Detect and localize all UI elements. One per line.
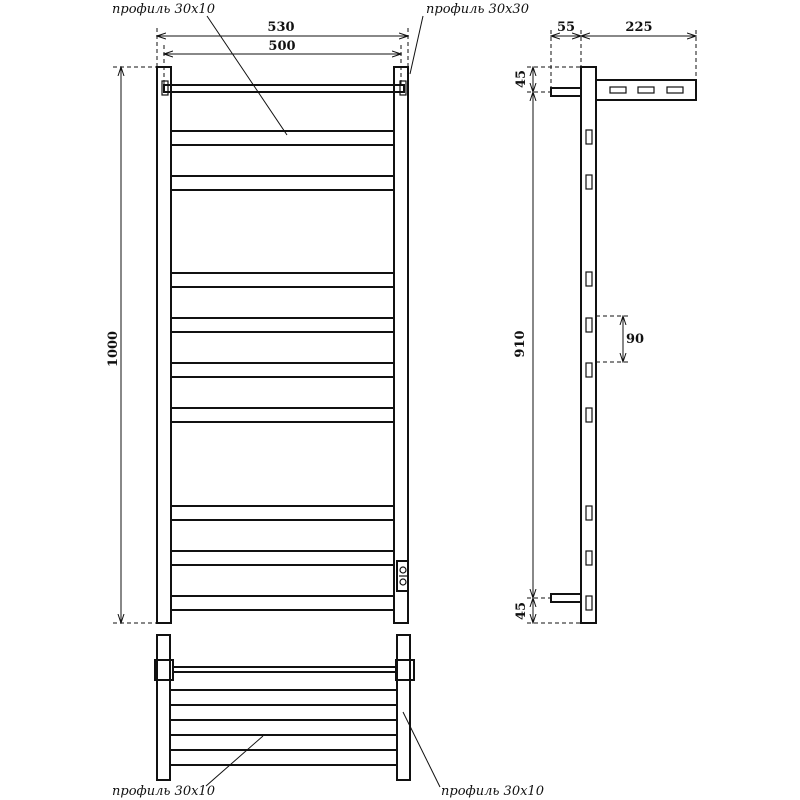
dim-overall-width: 530 — [267, 20, 295, 35]
side-slot-2 — [586, 175, 592, 189]
side-view — [513, 20, 696, 623]
wall-bracket-bottom — [551, 594, 581, 602]
dim-inner-width: 500 — [268, 39, 296, 54]
plan-left-post — [157, 635, 170, 780]
side-slots — [586, 130, 592, 610]
rung-5 — [171, 363, 394, 377]
rung-2 — [171, 176, 394, 190]
leader-profile-bottom-right — [403, 712, 440, 787]
side-slot-5 — [586, 363, 592, 377]
rung-1 — [171, 131, 394, 145]
rung-6 — [171, 408, 394, 422]
side-slot-8 — [586, 551, 592, 565]
arm-slot-1 — [610, 87, 626, 93]
flat-rungs — [171, 131, 394, 610]
label-profile-top-left: профиль 30х10 — [112, 2, 215, 17]
leader-profile-top-right — [410, 16, 423, 74]
plan-view — [112, 635, 544, 799]
side-slot-6 — [586, 408, 592, 422]
arm-slot-3 — [667, 87, 683, 93]
rung-3 — [171, 273, 394, 287]
dim-bracket-spacing: 910 — [513, 330, 528, 358]
dim-depth: 225 — [625, 20, 653, 35]
rung-9 — [171, 596, 394, 610]
side-post — [581, 67, 596, 623]
label-profile-bottom-left: профиль 30х10 — [112, 784, 215, 799]
arm-slot-2 — [638, 87, 654, 93]
right-post — [394, 67, 408, 623]
dim-bracket-offset: 55 — [556, 20, 576, 35]
side-slot-7 — [586, 506, 592, 520]
label-profile-bottom-right: профиль 30х10 — [441, 784, 544, 799]
front-view — [106, 2, 529, 623]
leader-profile-bottom-left — [206, 736, 263, 786]
side-slot-3 — [586, 272, 592, 286]
wall-bracket-top — [551, 88, 581, 96]
connector-hole-top — [400, 567, 406, 573]
rung-8 — [171, 551, 394, 565]
side-slot-1 — [586, 130, 592, 144]
plan-right-bracket — [396, 660, 414, 680]
left-post — [157, 67, 171, 623]
label-profile-top-right: профиль 30х30 — [426, 2, 529, 17]
dim-bottom-offset: 45 — [514, 601, 529, 621]
dim-top-offset: 45 — [514, 69, 529, 89]
connector-hole-bottom — [400, 579, 406, 585]
rung-4 — [171, 318, 394, 332]
plan-rungs — [170, 690, 397, 765]
top-round-bar — [164, 85, 404, 92]
plan-right-post — [397, 635, 410, 780]
dim-slot-pitch: 90 — [626, 332, 645, 347]
side-top-arm — [596, 80, 696, 100]
side-slot-4 — [586, 318, 592, 332]
dim-height: 1000 — [106, 330, 121, 368]
side-slot-9 — [586, 596, 592, 610]
rung-7 — [171, 506, 394, 520]
